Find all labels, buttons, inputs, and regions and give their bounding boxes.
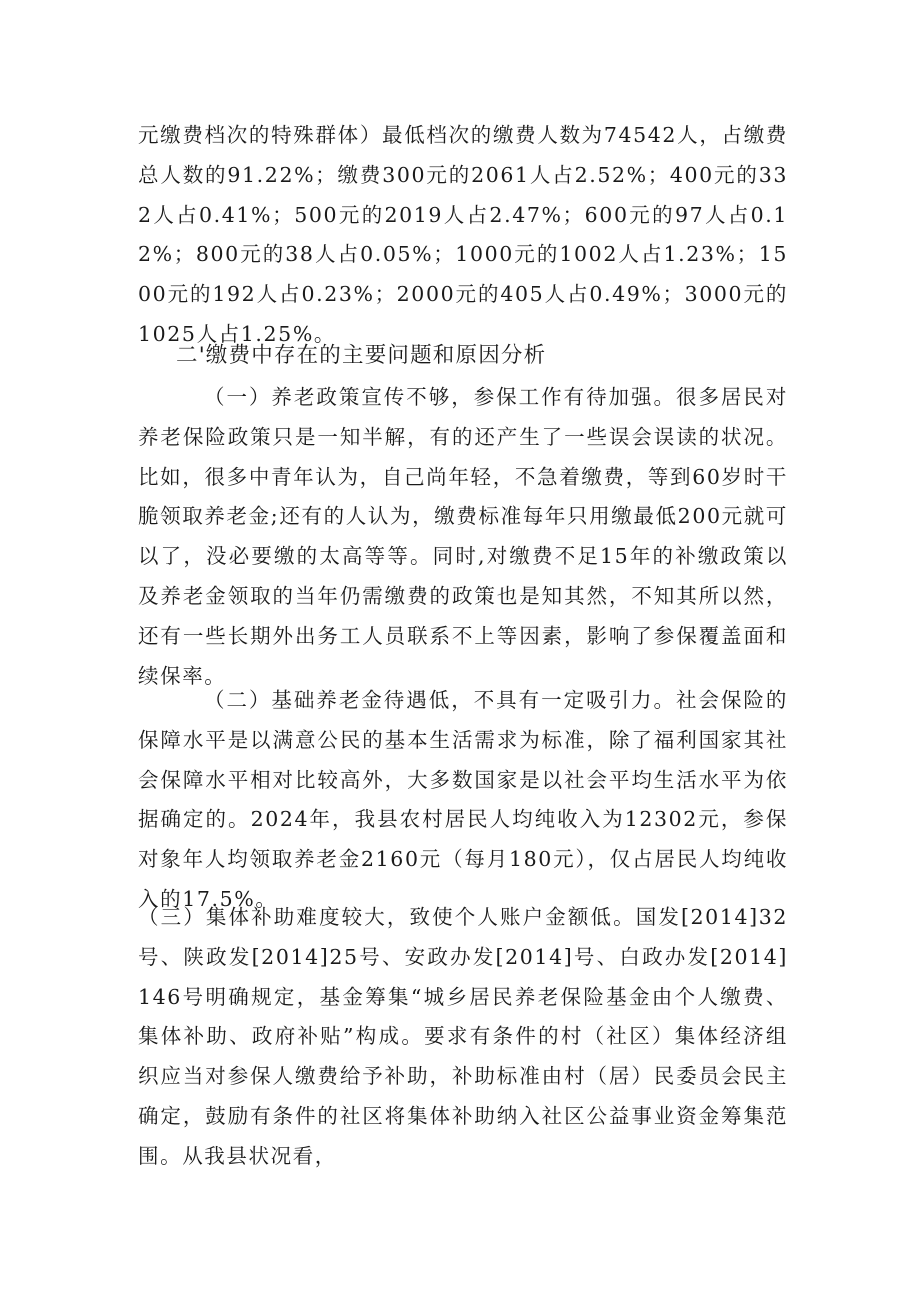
- paragraph-basic-pension: （二）基础养老金待遇低，不具有一定吸引力。社会保险的保障水平是以满意公民的基本生活需求为标准，除了福利国家其社会保障水平相对比较高外，大多数国家是以社会平均生活水平为依据确定的。2024年，我县农村居民人均纯收入为12302元，参保对象年人均领取养老金2160元（每月180元），仅占居民人均纯收入的17.5%。: [138, 688, 788, 911]
- paragraph-policy-publicity: （一）养老政策宣传不够，参保工作有待加强。很多居民对养老保险政策只是一知半解，有的还产生了一些误会误读的状况。比如，很多中青年认为，自己尚年轻，不急着缴费，等到60岁时干脆领取养老金;还有的人认为，缴费标准每年只用缴最低200元就可以了，没必要缴的太高等等。同时,对缴费不足15年的补缴政策以及养老金领取的当年仍需缴费的政策也是知其然，不知其所以然，还有一些长期外出务工人员联系不上等因素，影响了参保覆盖面和续保率。: [138, 385, 788, 688]
- paragraph-payment-statistics: 元缴费档次的特殊群体）最低档次的缴费人数为74542人，占缴费总人数的91.22%；缴费300元的2061人占2.52%；400元的332人占0.41%；500元的2019人占2.47%；600元的97人占0.12%；800元的38人占0.05%；1000元的1002人占1.23%；1500元的192人占0.23%；2000元的405人占0.49%；3000元的1025人占1.25%。: [138, 123, 788, 346]
- section-heading: 二'缴费中存在的主要问题和原因分析: [176, 343, 547, 368]
- paragraph-collective-subsidy: （三）集体补助难度较大，致使个人账户金额低。国发[2014]32号、陕政发[2014]25号、安政办发[2014]号、白政办发[2014]146号明确规定，基金筹集“城乡居民养老保险基金由个人缴费、集体补助、政府补贴”构成。要求有条件的村（社区）集体经济组织应当对参保人缴费给予补助，补助标准由村（居）民委员会民主确定，鼓励有条件的社区将集体补助纳入社区公益事业资金筹集范围。从我县状况看，: [138, 905, 788, 1168]
